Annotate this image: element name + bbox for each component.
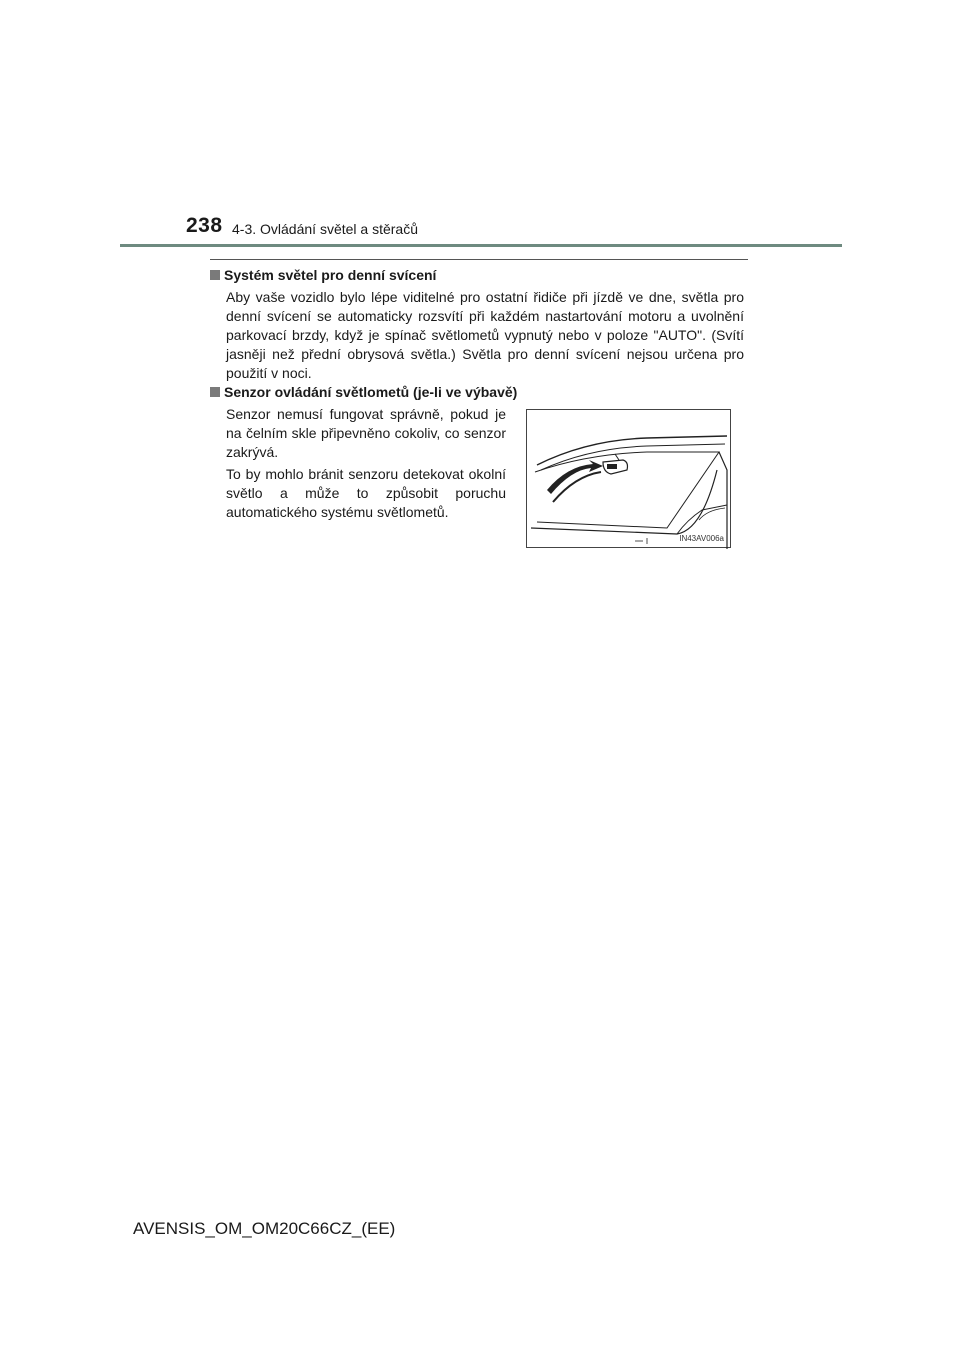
section-heading-light-sensor xyxy=(210,384,517,400)
square-bullet-icon xyxy=(210,270,220,280)
section-divider xyxy=(210,259,748,260)
section-heading-daytime-lights xyxy=(210,267,436,283)
figure-code: IN43AV006a xyxy=(679,534,724,543)
document-id-footer: AVENSIS_OM_OM20C66CZ_(EE) xyxy=(133,1219,396,1238)
windshield-sensor-figure xyxy=(526,409,731,548)
page-number: 238 xyxy=(186,214,223,237)
section-heading-text: Senzor ovládání světlometů (je-li ve výbavě) xyxy=(224,384,518,400)
section-paragraph: Senzor nemusí fungovat správně, pokud je na čelním skle připevněno cokoliv, co senzor zakrývá. xyxy=(226,406,506,460)
section-heading-text: Systém světel pro denní svícení xyxy=(224,267,437,283)
chapter-title: 4-3. Ovládání světel a stěračů xyxy=(232,221,418,237)
windshield-light-sensor-illustration xyxy=(527,410,732,549)
section-paragraph: To by mohlo bránit senzoru detekovat okolní světlo a může to způsobit poruchu automatického systému světlometů. xyxy=(226,466,506,520)
section-paragraph: Aby vaše vozidlo bylo lépe viditelné pro ostatní řidiče při jízdě ve dne, světla pro denní svícení se automaticky rozsvítí při každém nastartování motoru a uvolnění parkovací brzdy, když je spínač světlometů vypnutý nebo v poloze "AUTO". (Svítí jasněji než přední obrysová světla.) Světla pro denní svícení nejsou určena pro použití v noci. xyxy=(226,289,744,381)
header-rule xyxy=(120,244,842,247)
square-bullet-icon xyxy=(210,387,220,397)
